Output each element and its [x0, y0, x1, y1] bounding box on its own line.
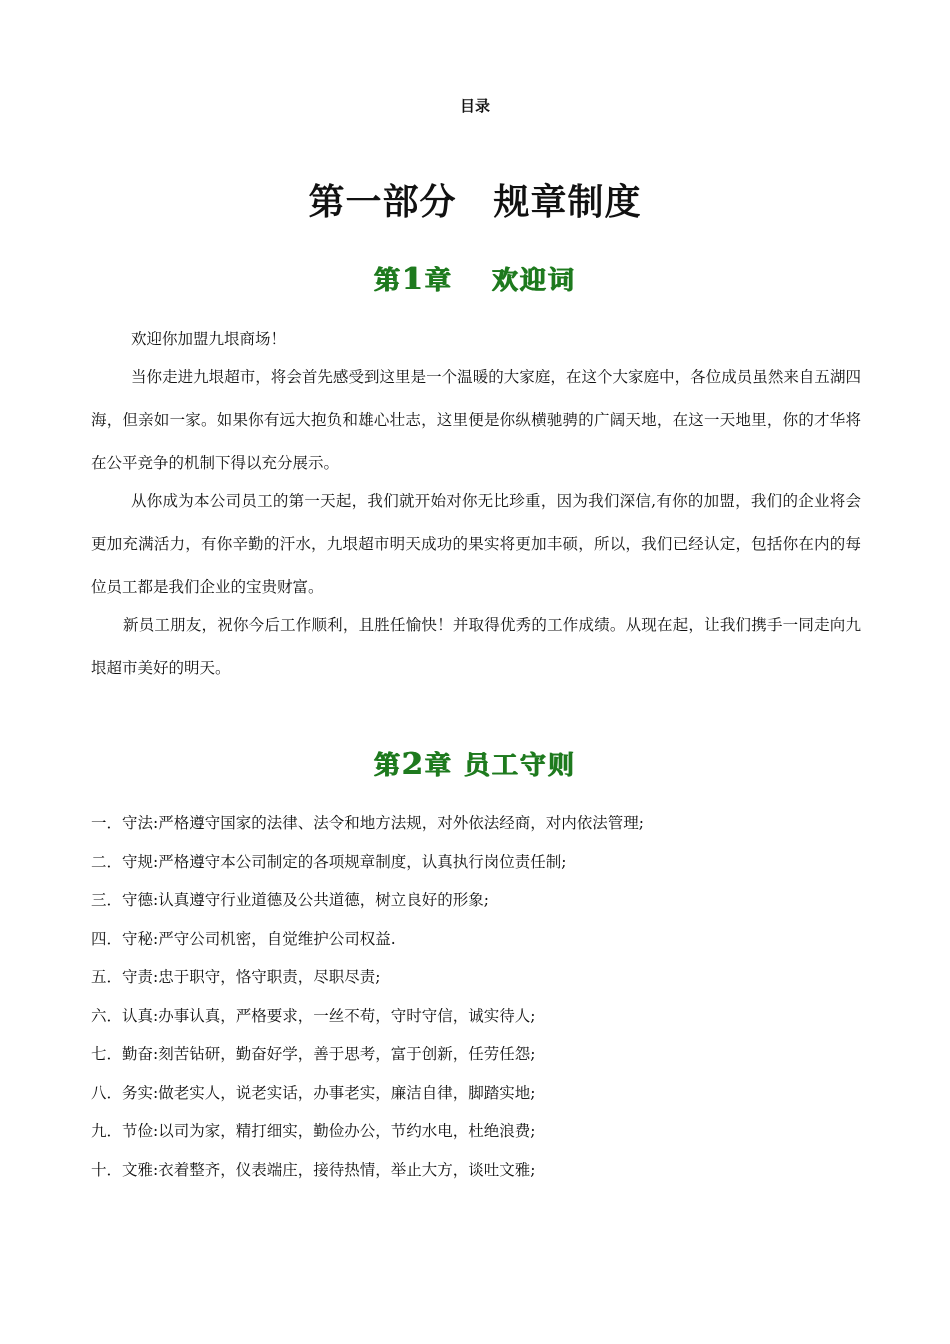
rule-item-7: 七．勤奋:刻苦钻研，勤奋好学，善于思考，富于创新，任劳任怨;: [91, 1045, 536, 1063]
rule-item-2: 二．守规:严格遵守本公司制定的各项规章制度，认真执行岗位责任制;: [91, 852, 567, 871]
chapter-2-prefix: 第: [374, 751, 403, 781]
rule-item-6: 六．认真:办事认真，严格要求，一丝不苟，守时守信，诚实待人;: [91, 1006, 536, 1025]
chapter-2-number: 2: [402, 747, 425, 782]
rule-item-10: 十．文雅:衣着整齐，仪表端庄，接待热情，举止大方，谈吐文雅;: [91, 1160, 536, 1179]
chapter-1-prefix: 第: [374, 266, 403, 296]
chapter-2-title: [0, 745, 950, 782]
rule-item-8: 八．务实:做老实人，说老实话，办事老实，廉洁自律，脚踏实地;: [91, 1083, 536, 1102]
chapter-1-title: [0, 260, 950, 297]
employee-rules-list: [91, 804, 871, 1189]
rule-item-3: 三．守德:认真遵守行业道德及公共道德，树立良好的形象;: [91, 891, 489, 909]
rule-item-1: 一．守法:严格遵守国家的法律、法令和地方法规，对外依法经商，对内依法管理;: [91, 814, 644, 832]
rule-item-4: 四．守秘:严守公司机密，自觉维护公司权益.: [91, 929, 396, 948]
part-title: 第一部分 规章制度: [308, 182, 642, 223]
rule-item-9: 九．节俭:以司为家，精打细实，勤俭办公，节约水电，杜绝浪费;: [91, 1122, 536, 1140]
intro-paragraph-3: 新员工朋友，祝你今后工作顺利，且胜任愉快！并取得优秀的工作成绩。从现在起，让我们携手一同走向九垠超市美好的明天。: [91, 616, 861, 677]
rule-item-5: 五．守责:忠于职守，恪守职责，尽职尽责;: [91, 968, 381, 986]
chapter-2-suffix: 章 员工守则: [424, 751, 576, 781]
chapter-1-suffix: 章 欢迎词: [424, 266, 576, 296]
intro-paragraph-1: 当你走进九垠超市，将会首先感受到这里是一个温暖的大家庭，在这个大家庭中，各位成员虽然来自五湖四海，但亲如一家。如果你有远大抱负和雄心壮志，这里便是你纵横驰骋的广阔天地，在这一天地里，你的才华将在公平竞争的机制下得以充分展示。: [91, 368, 861, 472]
welcome-paragraph: 欢迎你加盟九垠商场！: [131, 330, 287, 348]
intro-paragraph-2: 从你成为本公司员工的第一天起，我们就开始对你无比珍重，因为我们深信,有你的加盟，我们的企业将会更加充满活力，有你辛勤的汗水，九垠超市明天成功的果实将更加丰硕，所以，我们已经认定，包括你在内的每位员工都是我们企业的宝贵财富。: [91, 492, 861, 596]
chapter-1-number: 1: [402, 262, 425, 297]
toc-label: 目录: [459, 97, 490, 115]
